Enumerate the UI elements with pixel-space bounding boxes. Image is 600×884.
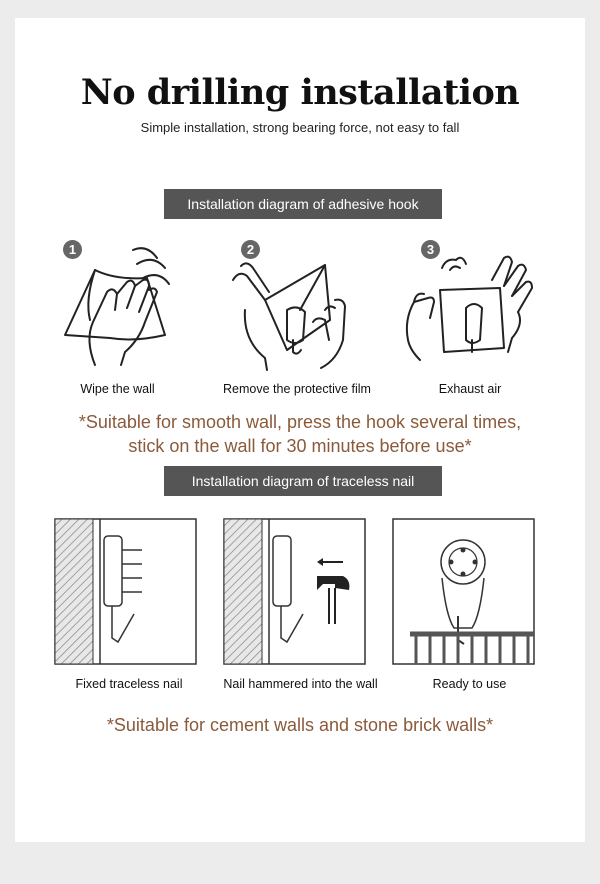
- nail-step-2-label: Nail hammered into the wall: [223, 677, 378, 691]
- page-subtitle: Simple installation, strong bearing force, not easy to fall: [140, 120, 460, 135]
- adhesive-note-line-1: *Suitable for smooth wall, press the hook several times,: [78, 412, 522, 432]
- hammer-arrow-icon: [223, 518, 366, 665]
- hook-on-railing-icon: [392, 518, 535, 665]
- step-number-3: 3: [421, 240, 440, 259]
- step-1-label: Wipe the wall: [80, 382, 155, 396]
- step-3-label: Exhaust air: [438, 382, 502, 396]
- hand-wiping-cloth-icon: [55, 240, 180, 375]
- page-title: No drilling installation: [80, 72, 520, 113]
- nail-step-3-label: Ready to use: [432, 677, 507, 691]
- step-number-1: 1: [63, 240, 82, 259]
- step-2-label: Remove the protective film: [223, 382, 371, 396]
- nail-note: *Suitable for cement walls and stone brick walls*: [106, 715, 494, 735]
- nail-banner: Installation diagram of traceless nail: [164, 466, 442, 496]
- adhesive-banner: Installation diagram of adhesive hook: [164, 189, 442, 219]
- hands-peeling-film-icon: [225, 240, 360, 375]
- step-number-2: 2: [241, 240, 260, 259]
- hands-pressing-hook-icon: [400, 240, 540, 375]
- nail-step-1-label: Fixed traceless nail: [75, 677, 183, 691]
- adhesive-note-line-2: stick on the wall for 30 minutes before use*: [128, 436, 472, 456]
- wall-hook-with-nails-icon: [54, 518, 197, 665]
